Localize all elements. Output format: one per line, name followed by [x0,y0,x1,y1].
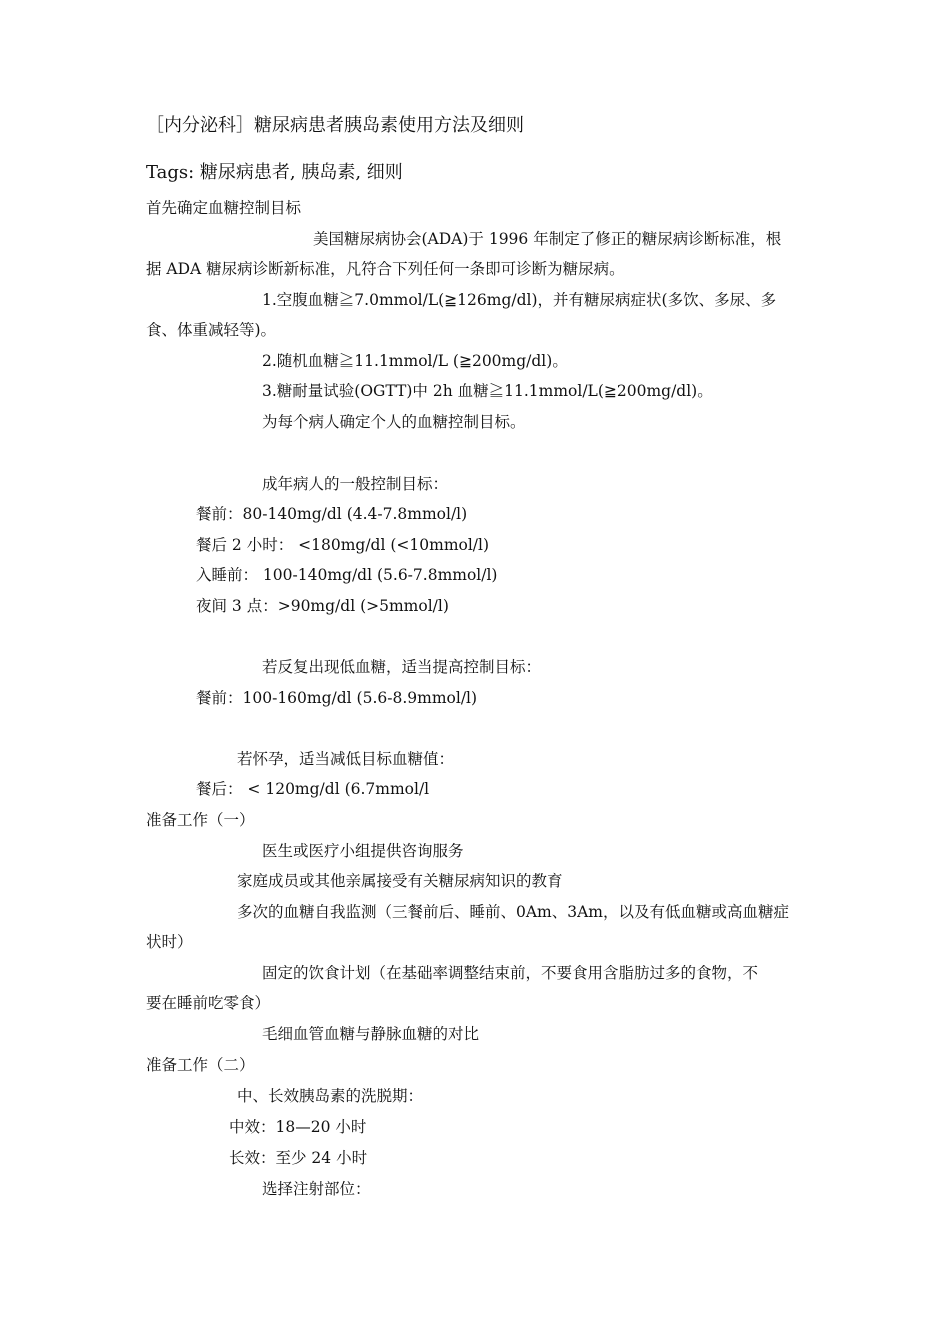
document-title: ［内分泌科］糖尿病患者胰岛素使用方法及细则 [146,115,524,136]
adult-target-heading: 成年病人的一般控制目标： [262,475,449,493]
adult-target-night: 夜间 3 点：>90mg/dl (>5mmol/l) [196,597,449,615]
criteria-item-2: 2.随机血糖≧11.1mmol/L (≧200mg/dl)。 [262,352,568,370]
preparation-item-family-education: 家庭成员或其他亲属接受有关糖尿病知识的教育 [237,872,563,890]
preparation-item-glucose-comparison: 毛细血管血糖与静脉血糖的对比 [262,1025,480,1043]
section-heading-preparation-1: 准备工作（一） [146,811,255,829]
washout-long-acting: 长效：至少 24 小时 [229,1149,368,1167]
adult-target-bedtime: 入睡前： 100-140mg/dl (5.6-7.8mmol/l) [196,566,498,584]
preparation-item-diet-plan-line2: 要在睡前吃零食） [146,994,271,1012]
pregnancy-target-heading: 若怀孕，适当减低目标血糖值： [237,750,455,768]
adult-target-pre-meal: 餐前：80-140mg/dl (4.4-7.8mmol/l) [196,505,468,523]
section-heading-preparation-2: 准备工作（二） [146,1056,255,1074]
criteria-item-3: 3.糖耐量试验(OGTT)中 2h 血糖≧11.1mmol/L(≧200mg/dl)。 [262,382,713,400]
washout-heading: 中、长效胰岛素的洗脱期： [237,1087,424,1105]
paragraph-ada-intro-line1: 美国糖尿病协会(ADA)于 1996 年制定了修正的糖尿病诊断标准，根 [313,230,782,248]
preparation-item-self-monitoring-line2: 状时） [146,933,193,951]
tags-line: Tags: 糖尿病患者, 胰岛素, 细则 [146,162,403,183]
section-heading-control-targets: 首先确定血糖控制目标 [146,199,302,217]
criteria-item-1-line2: 食、体重减轻等)。 [146,321,277,339]
washout-medium-acting: 中效：18—20 小时 [229,1118,367,1136]
hypoglycemia-target-pre-meal: 餐前：100-160mg/dl (5.6-8.9mmol/l) [196,689,478,707]
individual-target-note: 为每个病人确定个人的血糖控制目标。 [262,413,526,431]
preparation-item-diet-plan-line1: 固定的饮食计划（在基础率调整结束前，不要食用含脂肪过多的食物，不 [262,964,759,982]
criteria-item-1-line1: 1.空腹血糖≧7.0mmol/L(≧126mg/dl)，并有糖尿病症状(多饮、多尿、多 [262,291,777,309]
adult-target-post-meal: 餐后 2 小时： <180mg/dl (<10mmol/l) [196,536,490,554]
hypoglycemia-target-heading: 若反复出现低血糖，适当提高控制目标： [262,658,542,676]
injection-site-heading: 选择注射部位： [262,1180,371,1198]
preparation-item-self-monitoring-line1: 多次的血糖自我监测（三餐前后、睡前、0Am、3Am，以及有低血糖或高血糖症 [237,903,790,921]
paragraph-ada-intro-line2: 据 ADA 糖尿病诊断新标准，凡符合下列任何一条即可诊断为糖尿病。 [146,260,625,278]
preparation-item-consulting: 医生或医疗小组提供咨询服务 [262,842,464,860]
pregnancy-target-post-meal: 餐后： < 120mg/dl (6.7mmol/l [196,780,430,798]
